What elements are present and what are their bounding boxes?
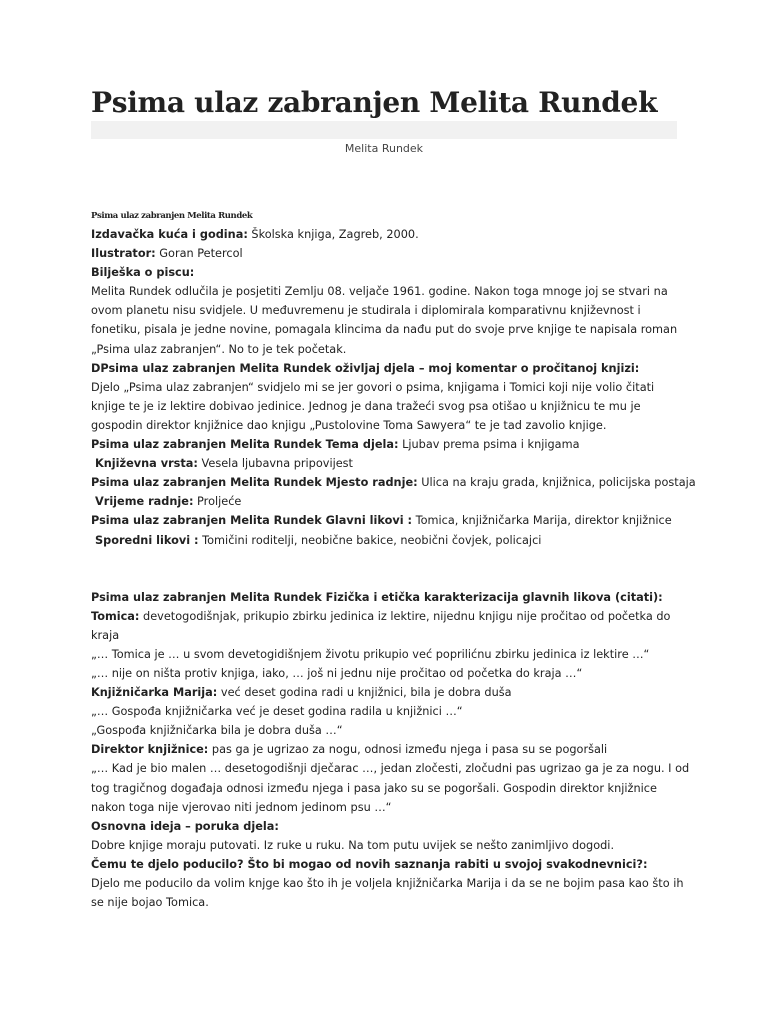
line-text: gospodin direktor knjižnice dao knjigu „Pustolovine Toma Sawyera“ te je tad zavolio knjige.: [91, 418, 607, 432]
document-body: [91, 225, 696, 912]
author-name: Melita Rundek: [344, 142, 424, 155]
line-label: Sporedni likovi :: [95, 533, 199, 547]
line-text: Djelo „Psima ulaz zabranjen“ svidjelo mi se jer govori o psima, knjigama i Tomici koji nije volio čitati: [91, 380, 655, 394]
line-label: Psima ulaz zabranjen Melita Rundek Glavni likovi :: [91, 514, 413, 528]
line-text: Melita Rundek odlučila je posjetiti Zemlju 08. veljače 1961. godine. Nakon toga mnoge joj se stvari na: [91, 285, 668, 299]
document-line: [91, 855, 691, 874]
document-line: [91, 244, 691, 263]
document-line: [91, 607, 691, 626]
line-label: Čemu te djelo poducilo? Što bi mogao od novih saznanja rabiti u svojoj svakodnevnici?:: [91, 857, 648, 871]
document-line: [91, 378, 691, 397]
document-line: [91, 320, 691, 339]
document-line: [91, 702, 691, 721]
line-text: Tomica, knjižničarka Marija, direktor knjižnice: [412, 514, 672, 528]
document-line: [91, 531, 691, 550]
document-line: [91, 817, 691, 836]
line-label: Direktor knjižnice:: [91, 743, 209, 757]
document-line: [91, 263, 691, 282]
document-line: [91, 893, 691, 912]
line-label: DPsima ulaz zabranjen Melita Rundek oživljaj djela – moj komentar o pročitanoj knjizi:: [91, 361, 640, 375]
document-line: [91, 225, 691, 244]
document-line: [91, 626, 691, 645]
document-line: [91, 492, 691, 511]
document-line: [91, 282, 691, 301]
line-text: Djelo me poducilo da volim knjge kao što ih je voljela knjižničarka Marija i da se ne bojim pasa kao što ih: [91, 877, 684, 890]
line-label: Knjižničarka Marija:: [91, 686, 218, 700]
small-heading: Psima ulaz zabranjen Melita Rundek: [91, 211, 253, 221]
document-line: [91, 435, 691, 454]
document-line: [91, 664, 691, 683]
line-text: nakon toga nije vjerovao niti jednom jedinom psu …“: [91, 800, 392, 814]
paragraph-gap: [91, 550, 691, 588]
line-label: Psima ulaz zabranjen Melita Rundek Mjesto radnje:: [91, 476, 418, 490]
line-text: kraja: [91, 628, 120, 642]
document-line: [91, 779, 691, 798]
line-label: Vrijeme radnje:: [95, 495, 194, 509]
line-text: ovom planetu nisu svidjele. U međuvremenu je studirala i diplomirala komparativnu književnost i: [91, 304, 641, 318]
document-line: [91, 683, 691, 702]
document-line: [91, 759, 691, 778]
line-text: Goran Petercol: [155, 247, 243, 261]
line-text: Ljubav prema psima i knjigama: [398, 438, 580, 452]
document-line: [91, 416, 691, 435]
line-text: tog tragičnog događaja odnosi između njega i pasa jako su se pogoršali. Gospodin direktor knjižnice: [91, 781, 657, 795]
line-label: Bilješka o piscu:: [91, 266, 195, 280]
document-line: [91, 798, 691, 817]
document-line: [91, 340, 691, 359]
line-text: Tomičini roditelji, neobične bakice, neobični čovjek, policajci: [198, 533, 542, 547]
document-line: [91, 645, 691, 664]
line-text: devetogodišnjak, prikupio zbirku jedinica iz lektire, nijednu knjigu nije pročitao od početka do: [139, 609, 671, 623]
document-line: [91, 473, 696, 492]
title-underline-bar: [91, 121, 677, 139]
line-text: Ulica na kraju grada, knjižnica, policijska postaja: [417, 476, 696, 490]
document-line: [91, 721, 691, 740]
document-line: [91, 359, 691, 378]
line-text: „… Gospođa knjižničarka već je deset godina radila u knjižnici …“: [91, 705, 463, 719]
line-label: Ilustrator:: [91, 247, 156, 261]
line-text: fonetiku, pisala je jedne novine, pomagala klincima da nađu put do svoje prve knjige te napisala roman: [91, 323, 678, 337]
document-line: [91, 740, 691, 759]
line-label: Osnovna ideja – poruka djela:: [91, 819, 279, 833]
line-text: pas ga je ugrizao za nogu, odnosi između njega i pasa su se pogoršali: [208, 743, 608, 757]
line-text: Dobre knjige moraju putovati. Iz ruke u ruku. Na tom putu uvijek se nešto zanimljivo dogodi.: [91, 838, 615, 852]
line-text: Proljeće: [193, 495, 242, 509]
document-line: [91, 836, 691, 855]
line-label: Psima ulaz zabranjen Melita Rundek Tema djela:: [91, 438, 399, 452]
line-label: Tomica:: [91, 609, 140, 623]
line-text: već deset godina radi u knjižnici, bila je dobra duša: [217, 686, 512, 700]
line-label: Književna vrsta:: [95, 457, 198, 471]
document-line: [91, 588, 691, 607]
document-line: [91, 511, 691, 530]
line-text: knjige te je iz lektire dobivao jedinice. Jednog je dana tražeći svog psa otišao u knjižnicu te mu je: [91, 399, 641, 413]
document-line: [91, 301, 691, 320]
line-text: „… Tomica je … u svom devetogidišnjem životu prikupio već poprilićnu zbirku jedinica iz lektire …“: [91, 647, 650, 661]
line-text: „Psima ulaz zabranjen“. No to je tek početak.: [91, 342, 347, 356]
line-text: se nije bojao Tomica.: [91, 896, 209, 910]
document-line: [91, 874, 691, 893]
line-text: „Gospođa knjižničarka bila je dobra duša …“: [91, 724, 343, 738]
line-text: Vesela ljubavna pripovijest: [197, 457, 353, 471]
line-text: „… Kad je bio malen … desetogodišnji dječarac …, jedan zločesti, zločudni pas ugrizao ga je za nogu. I od: [91, 762, 690, 776]
document-line: [91, 454, 691, 473]
line-text: „… nije on ništa protiv knjiga, iako, … još ni jednu nije pročitao od početka do kraja …“: [91, 666, 583, 680]
document-line: [91, 397, 691, 416]
line-label: Psima ulaz zabranjen Melita Rundek Fizička i etička karakterizacija glavnih likova (citati):: [91, 590, 663, 604]
line-label: Izdavačka kuća i godina:: [91, 228, 248, 241]
page-title: Psima ulaz zabranjen Melita Rundek: [91, 86, 658, 119]
line-text: Školska knjiga, Zagreb, 2000.: [247, 228, 419, 241]
